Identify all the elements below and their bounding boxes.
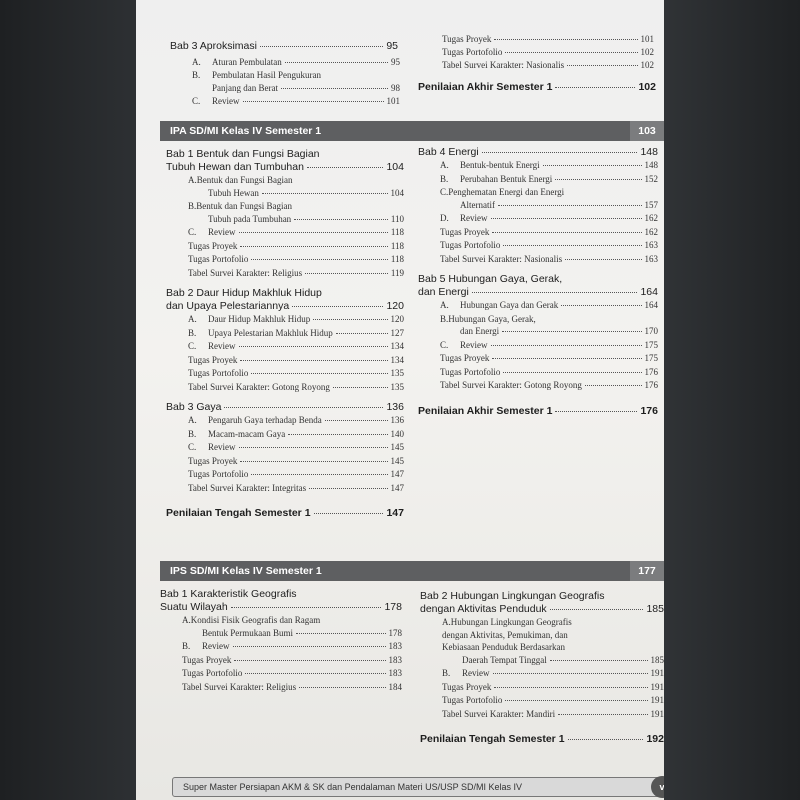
page-number: 192 [646,733,664,745]
toc-item: Tugas Proyek 145 [188,455,404,466]
toc-chapter: Bab 2 Daur Hidup Makhluk Hidup [166,287,322,299]
section-header-ipa: IPA SD/MI Kelas IV Semester 1 103 [160,121,664,141]
toc-item: dengan Aktivitas, Pemukiman, dan [442,629,568,640]
toc-item: Tugas Proyek 183 [182,654,402,665]
toc-item: C. Review 145 [188,442,404,452]
toc-item: Tugas Proyek 175 [440,353,658,363]
page-number: 110 [390,213,404,224]
toc-item: Tubuh Hewan 104 [208,187,404,198]
page-number: 176 [644,366,658,377]
toc-chapter: dan Energi 164 [418,286,658,298]
toc-item: B. Review 191 [442,668,664,678]
page-number: 163 [644,240,658,250]
page-number: 145 [390,455,404,466]
toc-item: B.Hubungan Gaya, Gerak, [440,313,536,324]
page-number: 120 [386,300,404,312]
toc-item: Tabel Survei Karakter: Gotong Royong 176 [440,380,658,390]
page-number: 120 [390,314,404,324]
toc-item: Tabel Survei Karakter: Mandiri 191 [442,708,664,719]
page-number: 185 [650,654,664,665]
toc-chapter: dan Upaya Pelestariannya 120 [166,300,404,312]
page-number: 170 [644,326,658,336]
toc-item: Tabel Survei Karakter: Nasionalis 102 [442,60,654,70]
page-number: 104 [390,187,404,198]
page-number: 118 [390,227,404,237]
toc-item: Tugas Portofolio 191 [442,695,664,705]
page-number: 147 [386,507,404,519]
toc-item: dan Energi 170 [460,326,658,336]
toc-chapter: dengan Aktivitas Penduduk 185 [420,603,664,615]
toc-chapter: Bab 3 Aproksimasi 95 [170,40,398,52]
toc-assessment: Penilaian Tengah Semester 1 192 [420,733,664,745]
toc-chapter: Bab 2 Hubungan Lingkungan Geografis [420,590,605,602]
toc-item: A. Daur Hidup Makhluk Hidup 120 [188,314,404,324]
toc-item: Tugas Portofolio 163 [440,240,658,250]
toc-item: Tugas Portofolio 118 [188,254,404,264]
page-number: 136 [386,401,404,413]
toc-chapter: Tubuh Hewan dan Tumbuhan 104 [166,161,404,173]
toc-item: A. Bentuk-bentuk Energi 148 [440,160,658,170]
page-number: 148 [640,146,658,158]
toc-item: Tugas Portofolio 147 [188,469,404,479]
page-number: 185 [646,603,664,615]
toc-chapter: Bab 3 Gaya 136 [166,401,404,413]
page-number: 127 [390,327,404,338]
toc-chapter: Bab 5 Hubungan Gaya, Gerak, [418,273,563,285]
toc-chapter: Bab 1 Karakteristik Geografis [160,588,297,600]
toc-item: Tabel Survei Karakter: Religius 184 [182,681,402,692]
page-number: 145 [390,442,404,452]
page-number: 164 [644,300,658,310]
page-number: 119 [390,267,404,278]
page-number: 147 [390,482,404,493]
toc-item: A. Hubungan Gaya dan Gerak 164 [440,300,658,310]
background-left [0,0,136,800]
toc-item: Tugas Proyek 191 [442,681,664,692]
toc-item: Kebiasaan Penduduk Berdasarkan [442,642,565,652]
toc-item: Tugas Proyek 162 [440,226,658,237]
toc-item: Tugas Proyek 118 [188,240,404,251]
page-number: 162 [644,226,658,237]
background-right [664,0,800,800]
page-number: 183 [388,668,402,678]
toc-item: A. Aturan Pembulatan 95 [192,57,400,67]
page-number: 178 [384,601,402,613]
toc-item: C. Review 134 [188,341,404,351]
toc-item: C.Penghematan Energi dan Energi [440,187,565,197]
page-number: 176 [644,380,658,390]
toc-chapter: Suatu Wilayah 178 [160,601,402,613]
toc-item: A.Kondisi Fisik Geografis dan Ragam [182,615,321,625]
toc-item: Tugas Portofolio 135 [188,368,404,378]
page-number: 163 [644,253,658,264]
toc-item: Tugas Proyek 134 [188,354,404,365]
page-number: 164 [640,286,658,298]
page-number: 191 [650,708,664,719]
toc-item: B. Perubahan Bentuk Energi 152 [440,173,658,184]
book-page [136,0,664,800]
page-number: 135 [390,381,404,392]
page-number: 184 [388,681,402,692]
toc-item: Alternatif 157 [460,199,658,210]
toc-item: Tugas Proyek 101 [442,34,654,44]
toc-item: B. Review 183 [182,641,402,651]
page-number: 134 [390,354,404,365]
page-number: 147 [390,469,404,479]
toc-item: Tugas Portofolio 176 [440,366,658,377]
page-number: 104 [386,161,404,173]
section-header-ips: IPS SD/MI Kelas IV Semester 1 177 [160,561,664,581]
page-number: 148 [644,160,658,170]
toc-item: Tubuh pada Tumbuhan 110 [208,213,404,224]
toc-chapter: Bab 4 Energi 148 [418,146,658,158]
toc-assessment: Penilaian Tengah Semester 1 147 [166,507,404,519]
toc-chapter: Bab 1 Bentuk dan Fungsi Bagian [166,148,320,160]
page-number: 118 [390,254,404,264]
toc-item: C. Review 118 [188,227,404,237]
toc-item: Tabel Survei Karakter: Gotong Royong 135 [188,381,404,392]
footer-banner: Super Master Persiapan AKM & SK dan Pendalaman Materi US/USP SD/MI Kelas IV v [172,777,664,797]
toc-item: Tabel Survei Karakter: Nasionalis 163 [440,253,658,264]
page-number: 157 [644,199,658,210]
toc-assessment: Penilaian Akhir Semester 1 176 [418,404,658,417]
toc-item: Tabel Survei Karakter: Integritas 147 [188,482,404,493]
toc-item: B. Macam-macam Gaya 140 [188,428,404,439]
toc-item: B. Upaya Pelestarian Makhluk Hidup 127 [188,327,404,338]
toc-item: Tabel Survei Karakter: Religius 119 [188,267,404,278]
page-number: 118 [390,240,404,251]
toc-item: A.Bentuk dan Fungsi Bagian [188,175,293,185]
page-number: 134 [390,341,404,351]
toc-item: Tugas Portofolio 102 [442,47,654,57]
toc-item: Panjang dan Berat 98 [212,83,400,93]
page-number: 176 [640,404,658,417]
page-number: 140 [390,428,404,439]
page-number: 178 [388,627,402,638]
page-number: 152 [644,173,658,184]
page-number: 191 [650,668,664,678]
page-number: 183 [388,654,402,665]
toc-item: Bentuk Permukaan Bumi 178 [202,627,402,638]
toc-item: A. Pengaruh Gaya terhadap Benda 136 [188,415,404,425]
page-number: 136 [390,415,404,425]
toc-item: D. Review 162 [440,213,658,223]
page-number: 135 [390,368,404,378]
page-number: 191 [650,695,664,705]
page-number: 183 [388,641,402,651]
page-number: 175 [644,339,658,350]
toc-item: C. Review 101 [192,96,400,106]
page-number: 175 [644,353,658,363]
page-number: 162 [644,213,658,223]
toc-assessment: Penilaian Akhir Semester 1 102 [418,81,656,93]
toc-item: B.Bentuk dan Fungsi Bagian [188,201,293,211]
toc-item: A.Hubungan Lingkungan Geografis [442,617,572,627]
toc-item: Daerah Tempat Tinggal 185 [462,654,664,665]
toc-item: B. Pembulatan Hasil Pengukuran [192,70,321,80]
toc-item: Tugas Portofolio 183 [182,668,402,678]
toc-item: C. Review 175 [440,339,658,350]
page-number: 191 [650,681,664,692]
